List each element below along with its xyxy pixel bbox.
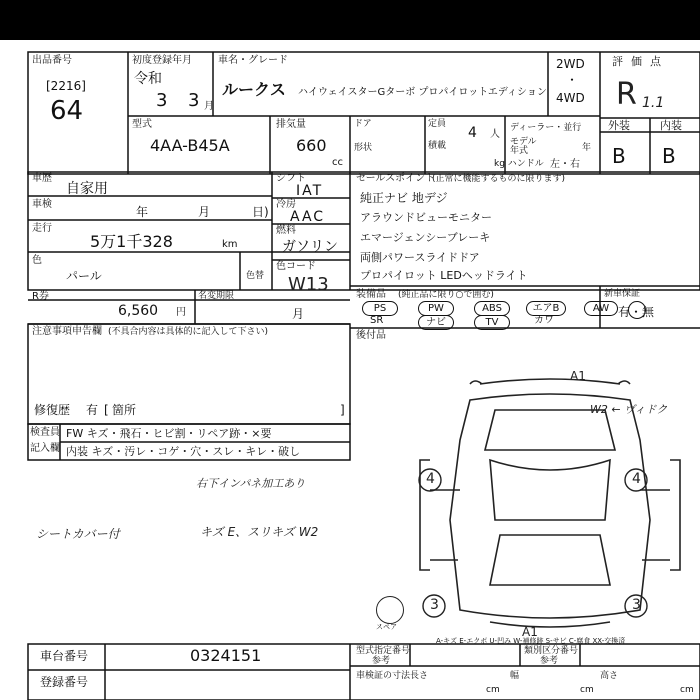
insp-year: 年 [136, 205, 149, 219]
equip-sr: SR [370, 315, 384, 326]
equip-pw: PW [418, 301, 454, 316]
history: 自家用 [66, 181, 108, 197]
repair-close: ] [340, 403, 345, 417]
length-label: 長さ [410, 671, 429, 681]
length-cm: cm [486, 685, 500, 695]
displacement-label: 排気量 [276, 119, 306, 130]
selling-point-3: エマージェンシーブレーキ [360, 231, 491, 244]
warranty-circle [628, 301, 646, 319]
inspector-note-2: シートカバー付 [36, 527, 120, 541]
lot-label: 出品番号 [32, 55, 72, 66]
year-unit: 年 [582, 143, 592, 153]
diagram-top-mark: A1 [570, 369, 586, 383]
equip-leather: カワ [534, 315, 554, 326]
score: R [616, 77, 637, 112]
drive-2wd: 2WD [556, 57, 585, 71]
equip-ps: PS [362, 301, 398, 316]
auction-code: [2216] [46, 79, 86, 93]
chassis-label: 車台番号 [40, 649, 89, 663]
ac-label: 冷房 [276, 199, 296, 210]
fuel-label: 燃料 [276, 225, 296, 236]
spare-tire-icon [376, 596, 404, 624]
car-name: ルークス [222, 80, 286, 99]
kg-handle: kg ハンドル [494, 159, 544, 169]
diagram-left-front: 4 [426, 471, 435, 487]
exterior-label: 外装 [608, 119, 630, 132]
chassis-number: 0324151 [190, 646, 262, 665]
diagram-left-rear: 3 [430, 597, 439, 613]
first-reg-label: 初度登録年月 [132, 55, 192, 66]
grade-name: ハイウェイスターGターボ プロパイロットエディション [298, 87, 547, 98]
equipment-label: 装備品 [356, 289, 386, 300]
month-unit: 月 [204, 101, 214, 112]
warranty: 有・無 [618, 305, 655, 319]
model-label: 型式 [132, 119, 152, 130]
auction-sheet [0, 40, 700, 700]
handle: 左・右 [550, 159, 580, 170]
inspector-label-1: 検査員 [30, 427, 60, 438]
recycle-amount: 6,560 [118, 303, 159, 319]
selling-points-label: セールスポイント [356, 173, 436, 184]
fuel: ガソリン [282, 239, 338, 255]
size-label: 車検証の寸法 [356, 671, 411, 681]
recycle-date-label: 名変期限 [198, 291, 235, 301]
insp-day: 日) [252, 205, 269, 219]
era: 令和 [134, 71, 162, 87]
inspector-label-2: 記入欄 [30, 443, 60, 454]
diagram-right-front: 4 [632, 471, 641, 487]
equip-abs: ABS [474, 301, 510, 316]
spare-label: スペア [376, 623, 397, 631]
recycle-month: 月 [292, 307, 305, 321]
displacement: 660 [296, 136, 327, 155]
dealer-label: ディーラー・並行 [510, 123, 582, 133]
notes-label: 注意事項申告欄 [32, 326, 102, 337]
model-year-label: モデル年式 [510, 137, 537, 156]
ac: AAC [290, 209, 326, 225]
score-suffix: 1.1 [642, 95, 665, 111]
diagram-right-rear: 3 [632, 597, 641, 613]
equip-aw: AW [584, 301, 618, 316]
width-label: 幅 [510, 671, 520, 681]
capacity-unit: 人 [490, 129, 500, 140]
reg-label: 登録番号 [40, 675, 89, 689]
model: 4AA-B45A [150, 136, 230, 155]
exterior-grade: B [612, 144, 626, 168]
displacement-unit: cc [332, 157, 343, 168]
selling-point-5: プロパイロット LEDヘッドライト [360, 269, 528, 282]
width-cm: cm [580, 685, 594, 695]
selling-point-1: 純正ナビ 地デジ [360, 191, 448, 205]
recycle-label: R券 [32, 291, 49, 302]
class-label: 類別区分番号 [524, 646, 579, 656]
shape-label: 形状 [354, 143, 373, 153]
shift-label: シフト [276, 173, 306, 184]
recycle-unit: 円 [176, 307, 186, 318]
inspector-row-2: 内装 キズ・汚レ・コゲ・穴・スレ・キレ・破し [66, 445, 301, 458]
type-label: 型式指定番号 [356, 646, 411, 656]
diagram-legend: A-キズ E-エクボ U-凹み W-補修跡 S-サビ C-腐食 XX-交換済 [436, 637, 626, 645]
lot-number: 64 [50, 96, 84, 126]
inspector-note-3: キズ E、スリキズ W2 [200, 525, 319, 539]
inspection-label: 車検 [32, 199, 52, 210]
repair-place: 箇所 [112, 403, 137, 417]
height-label: 高さ [600, 671, 619, 681]
interior-grade: B [662, 144, 676, 168]
car-name-label: 車名・グレード [218, 55, 288, 66]
color: パール [66, 269, 102, 283]
equip-tv: TV [474, 315, 510, 330]
height-cm: cm [680, 685, 694, 695]
interior-label: 内装 [660, 119, 682, 132]
mileage: 5万1千328 [90, 232, 173, 251]
type-ref: 参考 [372, 656, 391, 666]
repair-bracket: [ [104, 403, 109, 417]
equipment-sub: (純正品に限り○で囲む) [398, 290, 494, 300]
diagram-side-mark: W2 ← ヴィドク [590, 403, 668, 416]
mileage-unit: km [222, 239, 238, 250]
color-code-label: 色コード [276, 261, 316, 272]
drive-dot: ・ [566, 73, 579, 87]
equip-airbag: エアB [526, 301, 566, 316]
after-label: 後付品 [356, 330, 386, 341]
selling-point-4: 両側パワースライドドア [360, 251, 480, 264]
capacity: 4 [468, 125, 477, 141]
drive-4wd: 4WD [556, 91, 585, 105]
mileage-label: 走行 [32, 223, 52, 234]
first-reg-month: 3 [188, 90, 200, 111]
repair-value: 有 [86, 403, 99, 417]
color-label: 色 [32, 255, 42, 266]
shift: IAT [296, 183, 324, 199]
repair-label: 修復歴 [34, 403, 71, 417]
insp-month: 月 [198, 205, 211, 219]
door-label: ドア [354, 119, 372, 129]
load-label: 積載 [428, 141, 447, 151]
class-ref: 参考 [540, 656, 559, 666]
inspector-note-1: 右下インパネ加工あり [196, 477, 306, 490]
equip-navi: ナビ [418, 315, 454, 330]
color-change-label: 色替 [246, 271, 265, 281]
diagram-bottom-mark: A1 [522, 625, 538, 639]
selling-point-2: アラウンドビューモニター [360, 211, 492, 224]
capacity-label: 定員 [428, 119, 447, 129]
notes-sub: (不具合内容は具体的に記入して下さい) [108, 327, 269, 337]
selling-points-sub: (正常に機能するものに限ります) [432, 174, 566, 184]
grade-label: 評価点 [612, 55, 669, 68]
first-reg-year: 3 [156, 90, 168, 111]
history-label: 車歴 [32, 173, 52, 184]
color-code: W13 [288, 274, 329, 295]
new-car-label: 新車保証 [604, 289, 641, 299]
inspector-row-1: FW キズ・飛石・ヒビ割・リペア跡・×要 [66, 427, 272, 440]
